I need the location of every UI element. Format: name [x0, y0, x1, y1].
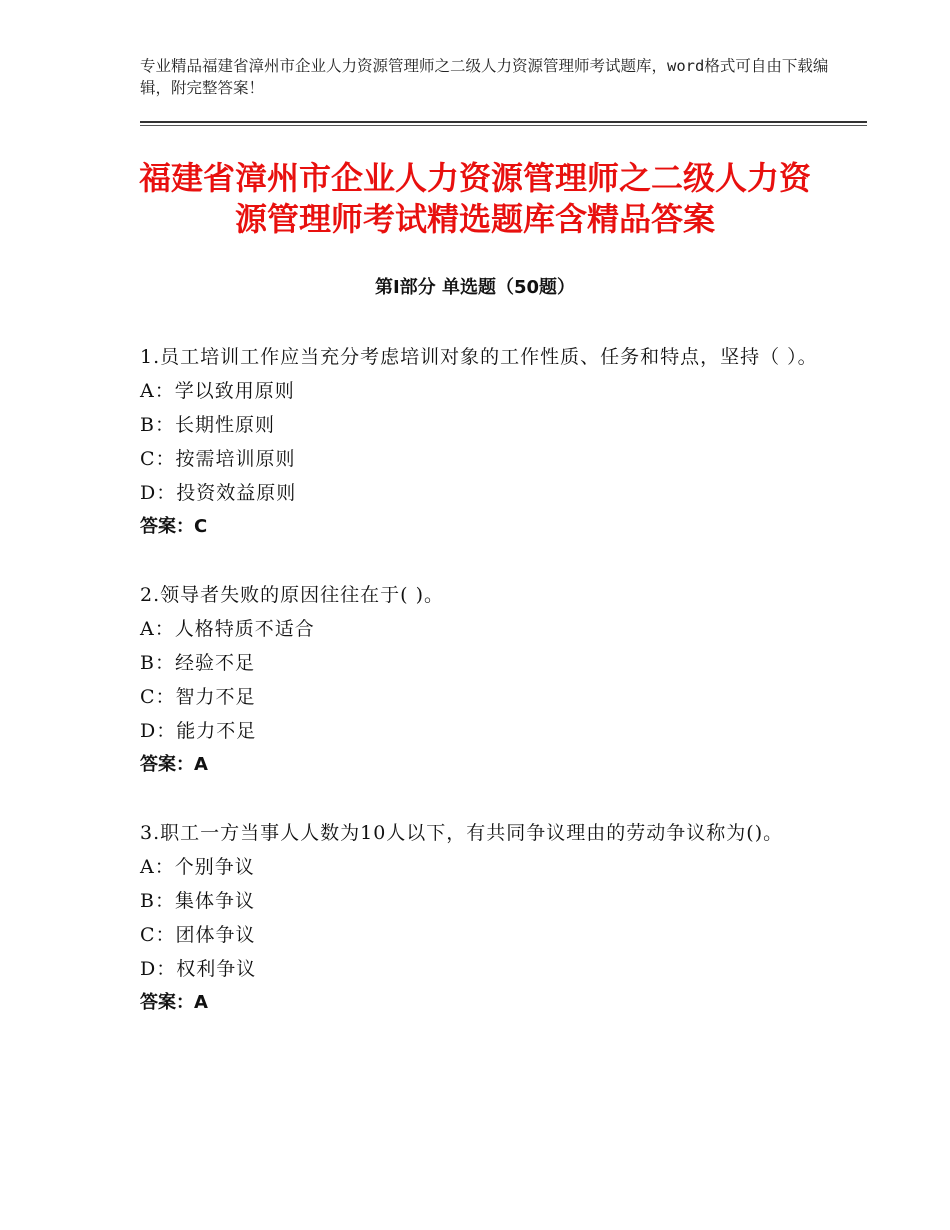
option-b: B：经验不足: [140, 652, 255, 674]
question-1: [140, 340, 820, 544]
header-rule-thick: [140, 121, 867, 123]
option-a: A：学以致用原则: [140, 380, 295, 402]
answer: 答案：A: [140, 992, 208, 1013]
answer: 答案：C: [140, 516, 208, 537]
question-list: [140, 340, 820, 1054]
option-c: C：智力不足: [140, 686, 256, 708]
answer: 答案：A: [140, 754, 208, 775]
header-note: 专业精品福建省漳州市企业人力资源管理师之二级人力资源管理师考试题库，word格式可自由下载编辑，附完整答案！: [140, 57, 829, 97]
question-2: [140, 578, 820, 782]
option-b: B：长期性原则: [140, 414, 275, 436]
option-c: C：按需培训原则: [140, 448, 296, 470]
question-3: [140, 816, 820, 1020]
option-a: A：人格特质不适合: [140, 618, 315, 640]
question-stem: 2.领导者失败的原因往往在于( )。: [140, 584, 444, 606]
section-title: 第Ⅰ部分 单选题（50题）: [374, 277, 575, 298]
question-stem: 1.员工培训工作应当充分考虑培训对象的工作性质、任务和特点，坚持（ ）。: [140, 346, 818, 368]
header-rule-thin: [140, 125, 867, 126]
document-title: 福建省漳州市企业人力资源管理师之二级人力资源管理师考试精选题库含精品答案: [138, 159, 811, 238]
option-d: D：投资效益原则: [140, 482, 297, 504]
option-a: A：个别争议: [140, 856, 255, 878]
option-d: D：权利争议: [140, 958, 257, 980]
option-c: C：团体争议: [140, 924, 256, 946]
option-d: D：能力不足: [140, 720, 257, 742]
option-b: B：集体争议: [140, 890, 255, 912]
question-stem: 3.职工一方当事人人数为10人以下，有共同争议理由的劳动争议称为()。: [140, 822, 784, 844]
